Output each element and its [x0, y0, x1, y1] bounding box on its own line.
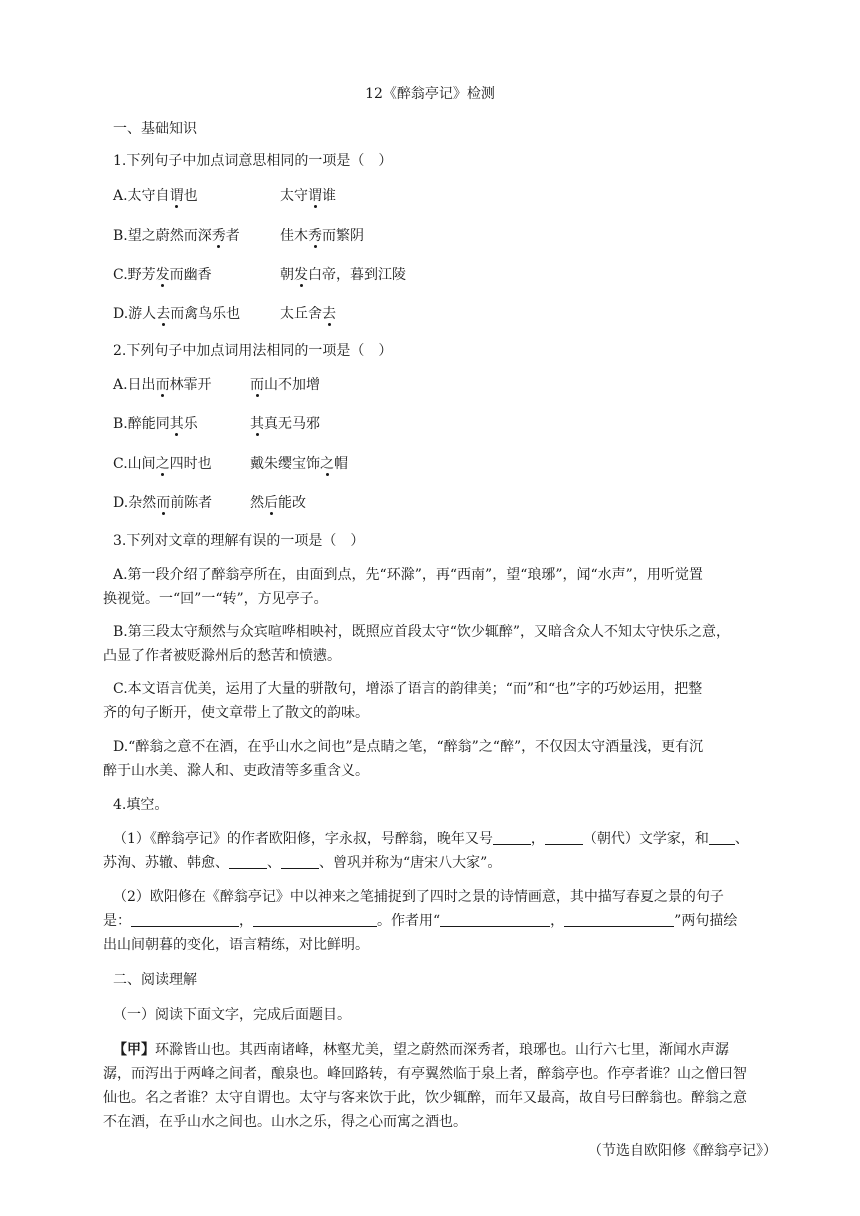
q1-option-c-right: 朝发白帝，暮到江陵	[280, 267, 406, 283]
question-2-stem: 2.下列句子中加点词用法相同的一项是（ ）	[113, 343, 393, 359]
q2-option-d-right: 然后能改	[250, 495, 306, 511]
fill-blank[interactable]	[545, 830, 583, 845]
reading-intro: （一）阅读下面文字，完成后面题目。	[113, 1007, 351, 1023]
page-title: 12《醉翁亭记》检测	[365, 86, 495, 102]
fill-blank[interactable]	[253, 912, 377, 927]
q4-part1-line2: 苏洵、苏辙、韩愈、 、 、曾巩并称为“唐宋八大家”。	[103, 855, 502, 871]
q3-option-b-line1: B.第三段太守颓然与众宾喧哗相映衬，既照应首段太守“饮少辄醉”，又暗含众人不知太守快乐之意，	[113, 624, 731, 640]
fill-blank[interactable]	[229, 854, 267, 869]
q3-option-d-line1: D.“醉翁之意不在酒，在乎山水之间也”是点睛之笔，“醉翁”之“醉”，不仅因太守酒量浅，更有沉	[113, 739, 704, 755]
q2-option-a-right: 而山不加增	[250, 377, 320, 393]
question-4-stem: 4.填空。	[113, 797, 169, 813]
reading-passage-line4: 不在酒，在乎山水之间也。山水之乐，得之心而寓之酒也。	[103, 1114, 467, 1130]
q2-option-a-left: A.日出而林霏开	[113, 377, 212, 393]
section-heading-basics: 一、基础知识	[113, 121, 197, 137]
fill-blank[interactable]	[493, 830, 531, 845]
q3-option-c-line1: C.本文语言优美，运用了大量的骈散句，增添了语言的韵律美；“而”和“也”字的巧妙运用，把整	[113, 681, 703, 697]
q1-option-a-right: 太守谓谁	[280, 188, 336, 204]
passage-source: （节选自欧阳修《醉翁亭记》）	[588, 1143, 777, 1159]
q1-option-b-right: 佳木秀而繁阴	[280, 228, 364, 244]
q3-option-d-line2: 醉于山水美、滁人和、吏政清等多重含义。	[103, 763, 369, 779]
q1-option-a-left: A.太守自谓也	[113, 188, 198, 204]
q2-option-b-right: 其真无马邪	[250, 416, 320, 432]
q3-option-b-line2: 凸显了作者被贬滁州后的愁苦和愤懑。	[103, 648, 341, 664]
q4-part2-line2: 是： ， 。作者用“ ， ”两句描绘	[103, 913, 738, 929]
q2-option-d-left: D.杂然而前陈者	[113, 495, 213, 511]
q1-option-d-left: D.游人去而禽鸟乐也	[113, 306, 241, 322]
reading-passage-line2: 潺，而泻出于两峰之间者，酿泉也。峰回路转，有亭翼然临于泉上者，醉翁亭也。作亭者谁？山之僧曰智	[103, 1066, 747, 1082]
q3-option-c-line2: 齐的句子断开，使文章带上了散文的韵味。	[103, 705, 369, 721]
question-1-stem: 1.下列句子中加点词意思相同的一项是（ ）	[113, 153, 393, 169]
fill-blank[interactable]	[564, 912, 674, 927]
fill-blank[interactable]	[281, 854, 319, 869]
q1-option-d-right: 太丘舍去	[280, 306, 336, 322]
section-heading-reading: 二、阅读理解	[113, 972, 197, 988]
fill-blank[interactable]	[709, 830, 735, 845]
q3-option-a-line2: 换视觉。一“回”一“转”，方见亭子。	[103, 591, 328, 607]
fill-blank[interactable]	[131, 912, 239, 927]
reading-passage-line3: 仙也。名之者谁？太守自谓也。太守与客来饮于此，饮少辄醉，而年又最高，故自号曰醉翁也。醉翁之意	[103, 1090, 747, 1106]
fill-blank[interactable]	[440, 912, 550, 927]
q1-option-b-left: B.望之蔚然而深秀者	[113, 228, 240, 244]
q4-part1-line1: （1）《醉翁亭记》的作者欧阳修，字永叔，号醉翁，晚年又号 ， （朝代）文学家，和 、	[113, 831, 749, 847]
q2-option-b-left: B.醉能同其乐	[113, 416, 198, 432]
q4-part2-line3: 出山间朝暮的变化，语言精练，对比鲜明。	[103, 937, 369, 953]
passage-tag: 【甲】	[113, 1042, 155, 1058]
q3-option-a-line1: A.第一段介绍了醉翁亭所在，由面到点，先“环滁”，再“西南”，望“琅琊”，闻“水声”，用听觉置	[113, 567, 703, 583]
reading-passage-line1: 【甲】环滁皆山也。其西南诸峰，林壑尤美，望之蔚然而深秀者，琅琊也。山行六七里，渐闻水声潺	[113, 1042, 729, 1058]
q1-option-c-left: C.野芳发而幽香	[113, 267, 212, 283]
question-3-stem: 3.下列对文章的理解有误的一项是（ ）	[113, 533, 365, 549]
q4-part2-line1: （2）欧阳修在《醉翁亭记》中以神来之笔捕捉到了四时之景的诗情画意，其中描写春夏之景的句子	[113, 889, 724, 905]
q2-option-c-right: 戴朱缨宝饰之帽	[250, 456, 348, 472]
q2-option-c-left: C.山间之四时也	[113, 456, 212, 472]
